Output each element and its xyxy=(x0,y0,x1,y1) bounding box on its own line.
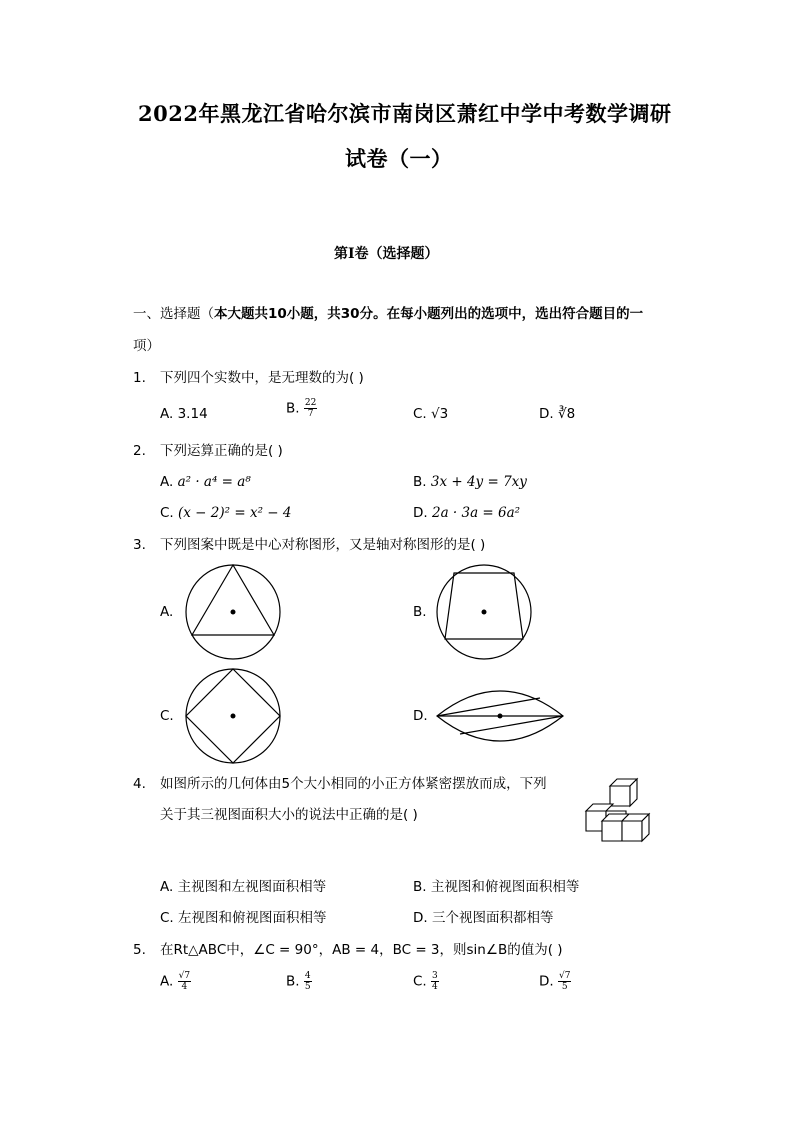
q2-option-c-label: C. xyxy=(160,505,174,521)
q1-option-d[interactable] xyxy=(539,404,575,424)
q4-option-b-text: 主视图和俯视图面积相等 xyxy=(430,879,580,895)
q2-option-d-label: D. xyxy=(413,505,428,521)
q1-option-a-text: 3.14 xyxy=(177,406,208,422)
q1-option-a[interactable] xyxy=(160,404,208,424)
q3-option-c-label[interactable]: C. xyxy=(160,708,174,724)
section-intro-prefix: 一、选择题（ xyxy=(133,306,214,322)
q1-stem: 下列四个实数中，是无理数的为( ) xyxy=(160,370,364,386)
q1-option-c-label: C. xyxy=(413,406,427,422)
q1-option-d-text: ∛8 xyxy=(557,406,576,422)
q1-option-b-denominator: 7 xyxy=(307,409,314,419)
q2-option-c-text: (x − 2)² = x² − 4 xyxy=(178,505,292,521)
q1-option-b-numerator: 22 xyxy=(304,398,317,408)
q5-option-a[interactable] xyxy=(160,971,191,992)
volume-heading: 第I卷（选择题） xyxy=(334,246,439,262)
q5-option-b-label: B. xyxy=(286,973,300,990)
q1-number: 1. xyxy=(133,370,146,386)
q5-option-a-numerator: √7 xyxy=(178,971,191,981)
q3-option-b-label[interactable]: B. xyxy=(413,604,427,620)
q5-option-c-numerator: 3 xyxy=(432,971,438,981)
q2-option-b[interactable] xyxy=(413,472,527,492)
q1-option-b-label: B. xyxy=(286,400,300,417)
q5-option-c-denominator: 4 xyxy=(432,982,438,992)
q1-option-b[interactable] xyxy=(286,398,317,419)
q4-option-a-text: 主视图和左视图面积相等 xyxy=(177,879,327,895)
q5-option-b[interactable] xyxy=(286,971,312,992)
q2-option-b-label: B. xyxy=(413,474,427,490)
q3-figure-b-circle-trapezoid xyxy=(435,563,533,661)
q3-option-a-label[interactable]: A. xyxy=(160,604,174,620)
q2-option-d[interactable] xyxy=(413,503,520,523)
q4-option-d-text: 三个视图面积都相等 xyxy=(431,910,554,926)
q4-stem-line-1: 如图所示的几何体由5个大小相同的小正方体紧密摆放而成，下列 xyxy=(160,776,547,792)
q4-option-c-text: 左视图和俯视图面积相等 xyxy=(178,910,327,926)
q5-option-b-denominator: 5 xyxy=(304,982,311,992)
q5-option-c[interactable] xyxy=(413,971,439,992)
q5-option-c-label: C. xyxy=(413,973,427,990)
q4-stem-line-2: 关于其三视图面积大小的说法中正确的是( ) xyxy=(160,807,418,823)
q4-number: 4. xyxy=(133,776,146,792)
q1-option-d-label: D. xyxy=(539,406,554,422)
q4-option-b[interactable] xyxy=(413,877,579,897)
q5-option-b-fraction xyxy=(304,971,312,992)
q2-option-a-label: A. xyxy=(160,474,174,490)
q5-option-d-fraction xyxy=(558,971,571,992)
q1-option-c-text: √3 xyxy=(431,406,449,422)
q2-option-c[interactable] xyxy=(160,503,291,523)
q1-option-b-fraction xyxy=(304,398,317,419)
q5-number: 5. xyxy=(133,942,146,958)
q4-option-d-label: D. xyxy=(413,910,428,926)
q5-option-b-numerator: 4 xyxy=(304,971,311,981)
q3-figure-a-circle-triangle xyxy=(184,563,282,661)
q5-option-a-fraction xyxy=(178,971,191,992)
q1-option-c[interactable] xyxy=(413,404,448,424)
q3-option-d-label[interactable]: D. xyxy=(413,708,428,724)
q5-option-d-denominator: 5 xyxy=(561,982,568,992)
section-intro-bold: 本大题共10小题，共30分。在每小题列出的选项中，选出符合题目的一 xyxy=(214,306,644,322)
q2-option-a[interactable] xyxy=(160,472,251,492)
q4-option-b-label: B. xyxy=(413,879,427,895)
q5-option-c-fraction xyxy=(431,971,439,992)
q2-option-b-text: 3x + 4y = 7xy xyxy=(430,474,527,490)
q4-option-d[interactable] xyxy=(413,908,553,928)
q3-stem: 下列图案中既是中心对称图形，又是轴对称图形的是( ) xyxy=(160,537,486,553)
q2-option-d-text: 2a · 3a = 6a² xyxy=(431,505,521,521)
q4-option-c-label: C. xyxy=(160,910,174,926)
q2-stem: 下列运算正确的是( ) xyxy=(160,443,283,459)
q4-option-a[interactable] xyxy=(160,877,326,897)
q5-option-a-label: A. xyxy=(160,973,174,990)
q5-option-d-numerator: √7 xyxy=(558,971,571,981)
q2-number: 2. xyxy=(133,443,146,459)
section-intro-line-1 xyxy=(133,304,643,324)
q3-figure-c-circle-square xyxy=(184,667,282,765)
q4-cube-figure xyxy=(584,775,664,845)
q5-option-d[interactable] xyxy=(539,971,571,992)
q5-option-a-denominator: 4 xyxy=(181,982,188,992)
q2-option-a-text: a² · a⁴ = a⁸ xyxy=(177,474,251,490)
q3-figure-d-lens-lines xyxy=(435,680,565,752)
q1-option-a-label: A. xyxy=(160,406,174,422)
q4-option-c[interactable] xyxy=(160,908,327,928)
q5-stem: 在Rt△ABC中，∠C = 90°，AB = 4，BC = 3，则sin∠B的值为( ) xyxy=(160,942,563,958)
q3-number: 3. xyxy=(133,537,146,553)
page-title-line-1: 2022年黑龙江省哈尔滨市南岗区萧红中学中考数学调研 xyxy=(138,101,672,126)
q5-option-d-label: D. xyxy=(539,973,554,990)
page-title-line-2: 试卷（一） xyxy=(345,146,453,171)
q4-option-a-label: A. xyxy=(160,879,174,895)
section-intro-line-2: 项） xyxy=(133,338,160,354)
